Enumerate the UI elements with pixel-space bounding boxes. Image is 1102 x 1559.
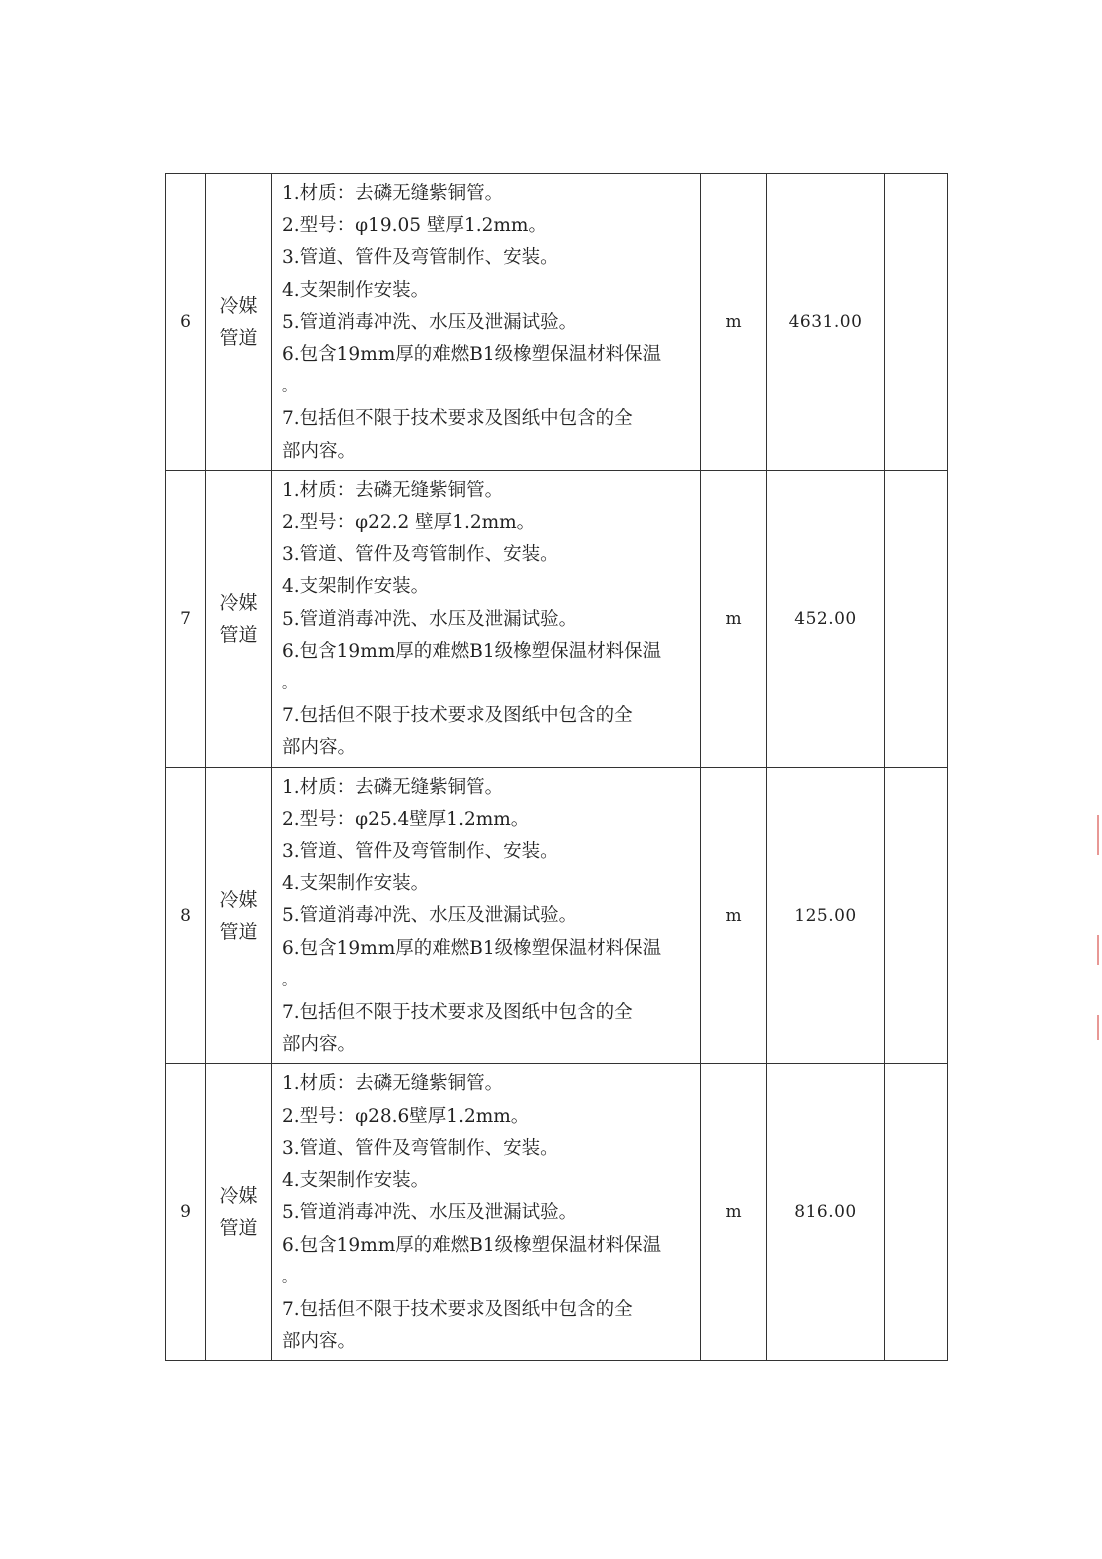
- item-name-line: 管道: [219, 326, 258, 349]
- item-number: 9: [166, 1064, 206, 1361]
- description-line: 。: [282, 972, 296, 989]
- item-remark: [885, 1064, 948, 1361]
- description-line: 3.管道、管件及弯管制作、安装。: [282, 1137, 559, 1159]
- seal-edge-mark: [1097, 1015, 1099, 1040]
- item-unit: m: [701, 470, 767, 767]
- description-line: 。: [282, 676, 296, 693]
- item-description: [272, 767, 701, 1064]
- item-quantity: 452.00: [767, 470, 885, 767]
- item-description: [272, 174, 701, 471]
- description-line: 7.包括但不限于技术要求及图纸中包含的全: [282, 1002, 633, 1024]
- item-description: [272, 1064, 701, 1361]
- item-quantity: 4631.00: [767, 174, 885, 471]
- description-line: 5.管道消毒冲洗、水压及泄漏试验。: [282, 905, 578, 927]
- item-number: 7: [166, 470, 206, 767]
- item-name-line: 冷媒: [219, 1185, 258, 1208]
- description-line: 5.管道消毒冲洗、水压及泄漏试验。: [282, 1202, 578, 1224]
- item-remark: [885, 767, 948, 1064]
- description-line: 2.型号：φ22.2 壁厚1.2mm。: [282, 512, 536, 534]
- description-line: 6.包含19mm厚的难燃B1级橡塑保温材料保温: [282, 640, 662, 662]
- description-line: 6.包含19mm厚的难燃B1级橡塑保温材料保温: [282, 937, 662, 959]
- description-line: 1.材质：去磷无缝紫铜管。: [282, 1073, 504, 1095]
- item-quantity: 816.00: [767, 1064, 885, 1361]
- item-name-line: 冷媒: [219, 591, 258, 614]
- item-number: 6: [166, 174, 206, 471]
- description-line: 2.型号：φ19.05 壁厚1.2mm。: [282, 215, 547, 237]
- item-name-line: 管道: [219, 623, 258, 646]
- item-name: [206, 767, 272, 1064]
- item-name-line: 管道: [219, 1217, 258, 1240]
- item-name: [206, 174, 272, 471]
- description-line: 。: [282, 379, 296, 396]
- description-line: 1.材质：去磷无缝紫铜管。: [282, 479, 504, 501]
- description-line: 3.管道、管件及弯管制作、安装。: [282, 247, 559, 269]
- description-line: 5.管道消毒冲洗、水压及泄漏试验。: [282, 311, 578, 333]
- item-unit: m: [701, 1064, 767, 1361]
- table-row: [166, 1064, 948, 1361]
- description-line: 部内容。: [282, 737, 357, 759]
- table-row: [166, 767, 948, 1064]
- seal-edge-mark: [1097, 815, 1099, 855]
- description-line: 1.材质：去磷无缝紫铜管。: [282, 183, 504, 204]
- description-line: 6.包含19mm厚的难燃B1级橡塑保温材料保温: [282, 344, 662, 366]
- description-line: 4.支架制作安装。: [282, 873, 430, 895]
- description-line: 1.材质：去磷无缝紫铜管。: [282, 776, 504, 798]
- description-line: 4.支架制作安装。: [282, 576, 430, 598]
- item-remark: [885, 470, 948, 767]
- item-remark: [885, 174, 948, 471]
- description-line: 2.型号：φ25.4壁厚1.2mm。: [282, 808, 530, 830]
- item-number: 8: [166, 767, 206, 1064]
- table-row: [166, 470, 948, 767]
- description-line: 3.管道、管件及弯管制作、安装。: [282, 544, 559, 566]
- description-line: 7.包括但不限于技术要求及图纸中包含的全: [282, 1298, 633, 1320]
- description-line: 4.支架制作安装。: [282, 1170, 430, 1192]
- description-line: 6.包含19mm厚的难燃B1级橡塑保温材料保温: [282, 1234, 662, 1256]
- item-unit: m: [701, 767, 767, 1064]
- description-line: 7.包括但不限于技术要求及图纸中包含的全: [282, 705, 633, 727]
- description-line: 7.包括但不限于技术要求及图纸中包含的全: [282, 408, 633, 430]
- item-unit: m: [701, 174, 767, 471]
- item-description: [272, 470, 701, 767]
- item-name-line: 冷媒: [219, 888, 258, 911]
- description-line: 部内容。: [282, 440, 357, 462]
- description-line: 部内容。: [282, 1034, 357, 1056]
- description-line: 部内容。: [282, 1331, 357, 1353]
- item-name-line: 管道: [219, 920, 258, 943]
- description-line: 3.管道、管件及弯管制作、安装。: [282, 841, 559, 863]
- description-line: 5.管道消毒冲洗、水压及泄漏试验。: [282, 608, 578, 630]
- table-row: [166, 174, 948, 471]
- item-name: [206, 1064, 272, 1361]
- description-line: 。: [282, 1269, 296, 1286]
- item-name-line: 冷媒: [219, 294, 258, 317]
- description-line: 2.型号：φ28.6壁厚1.2mm。: [282, 1105, 530, 1127]
- description-line: 4.支架制作安装。: [282, 279, 430, 301]
- bill-of-quantities-table: [165, 173, 948, 1361]
- seal-edge-mark: [1097, 935, 1099, 965]
- item-quantity: 125.00: [767, 767, 885, 1064]
- item-name: [206, 470, 272, 767]
